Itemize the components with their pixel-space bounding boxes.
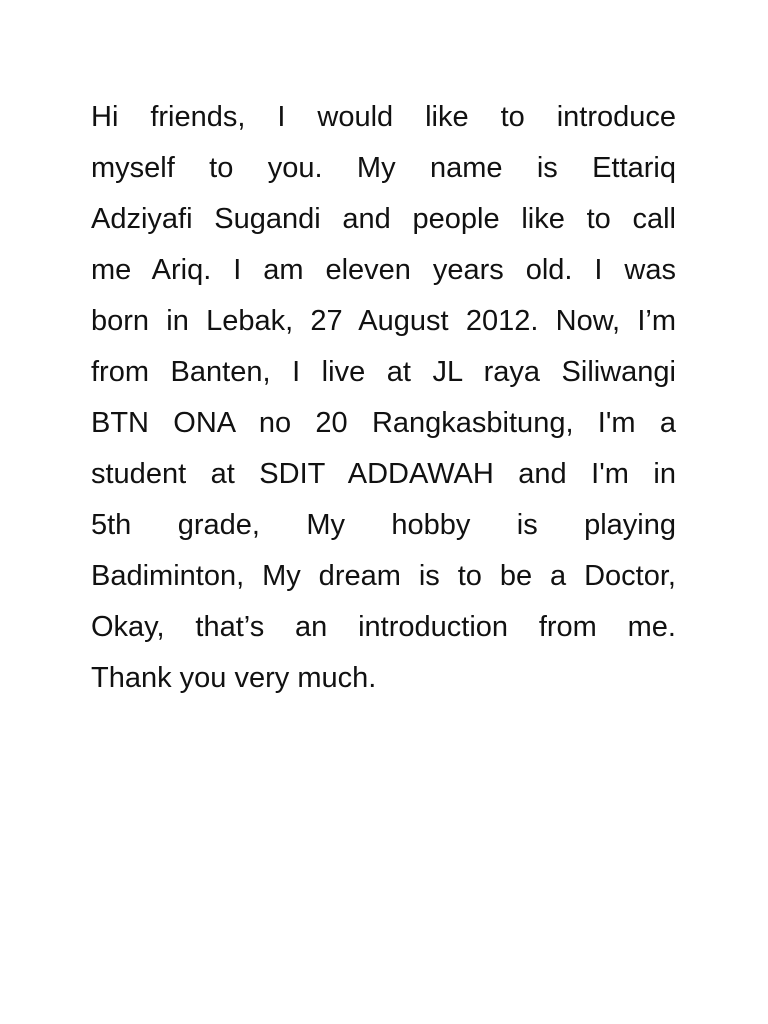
paragraph-line: born in Lebak, 27 August 2012. Now, I’m xyxy=(91,305,676,337)
paragraph-line: me Ariq. I am eleven years old. I was xyxy=(91,254,676,286)
introduction-paragraph xyxy=(91,92,676,704)
paragraph-line: BTN ONA no 20 Rangkasbitung, I'm a xyxy=(91,407,676,439)
paragraph-line: Thank you very much. xyxy=(91,662,377,694)
paragraph-line: student at SDIT ADDAWAH and I'm in xyxy=(91,458,676,490)
paragraph-line: Adziyafi Sugandi and people like to call xyxy=(91,203,676,235)
paragraph-line: myself to you. My name is Ettariq xyxy=(91,152,676,184)
paragraph-line: 5th grade, My hobby is playing xyxy=(91,509,676,541)
paragraph-line: Hi friends, I would like to introduce xyxy=(91,101,676,133)
paragraph-line: Badiminton, My dream is to be a Doctor, xyxy=(91,560,676,592)
paragraph-line: Okay, that’s an introduction from me. xyxy=(91,611,676,643)
paragraph-line: from Banten, I live at JL raya Siliwangi xyxy=(91,356,676,388)
